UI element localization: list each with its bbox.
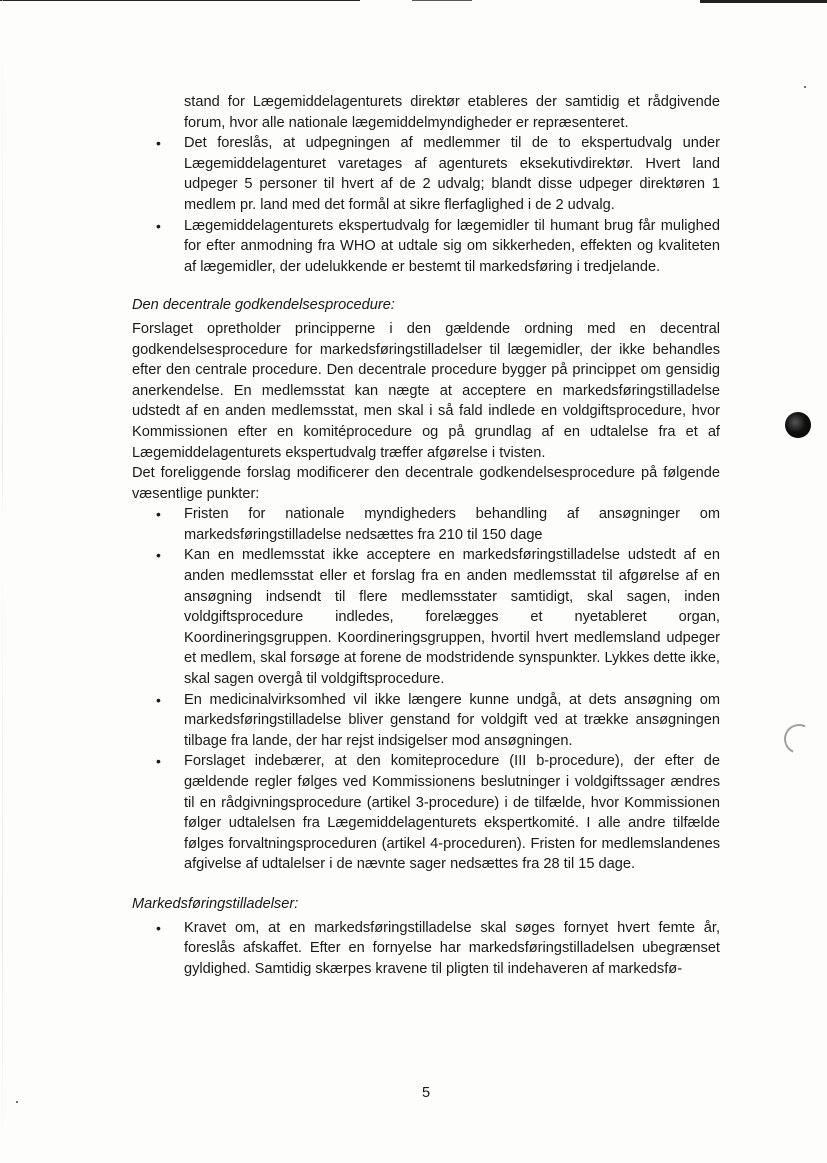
- intro-continuation: stand for Lægemiddelagenturets direktør etableres der samtidig et rådgivende forum, hvor alle nationale lægemiddelmyndigheder er repræsenteret.: [184, 94, 720, 131]
- bullet-glyph: •: [156, 135, 161, 152]
- list-item: [132, 690, 720, 752]
- bullet-glyph: •: [156, 217, 161, 234]
- decentral-paragraph-1: Forslaget opretholder principperne i den gældende ordning med en decentral godkendelsesprocedure for markedsføringstilladelser til lægemidler, der ikke behandles efter den centrale procedure. Den decentrale procedure bygger på princippet om gensidig anerkendelse. En medlemsstat kan nægte at acceptere en markedsføringstilladelse udstedt af en anden medlemsstat, men skal i så fald indlede en voldgiftsprocedure, hvor Kommissionen efter en komitéprocedure og på grundlag af en udtalelse fra et af Lægemiddelagenturets ekspertudvalg træffer afgørelse i tvisten.: [132, 320, 720, 461]
- list-item: [132, 504, 720, 545]
- bullet-glyph: •: [156, 547, 161, 564]
- scan-edge-left: [2, 0, 3, 1163]
- decentral-paragraph-2: Det foreliggende forslag modificerer den decentrale godkendelsesprocedure på følgende væsentlige punkter:: [132, 465, 720, 502]
- section-heading-markedsforing: Markedsføringstilladelser:: [132, 895, 299, 912]
- decentral-bullet-list: [132, 504, 720, 875]
- page-number: 5: [421, 1085, 431, 1101]
- list-item-text: Forslaget indebærer, at den komiteprocedure (III b-procedure), der efter de gældende regler følges ved Kommissionens beslutninger i voldgiftssager ændres til en rådgivningsprocedure (artikel 3-procedure) i de tilfælde, hvor Kommissionen følger udtalelsen fra Lægemiddelagenturets ekspertkomité. I alle andre tilfælde følges forvaltningsproceduren (artikel 4-proceduren). Fristen for medlemslandenes afgivelse af udtalelser i de nævnte sager nedsættes fra 28 til 15 dage.: [184, 753, 720, 873]
- list-item: [132, 216, 720, 278]
- list-item-text: Lægemiddelagenturets ekspertudvalg for lægemidler til humant brug får mulighed for efter anmodning fra WHO at udtale sig om sikkerheden, effekten og kvaliteten af lægemidler, der udelukkende er bestemt til markedsføring i tredjelande.: [184, 217, 720, 275]
- list-item-text: Fristen for nationale myndigheders behandling af ansøgninger om markedsføringstilladelse nedsættes fra 210 til 150 dage: [184, 506, 720, 543]
- list-item-text: Det foreslås, at udpegningen af medlemmer til de to ekspertudvalg under Lægemiddelagenturet varetages af agenturets eksekutivdirektør. Hvert land udpeger 5 personer til hvert af de 2 udvalg; blandt disse udpeger direktøren 1 medlem pr. land med det formål at sikre flerfaglighed i de 2 udvalg.: [184, 135, 720, 213]
- bullet-glyph: •: [156, 753, 161, 770]
- intro-bullet-list: [132, 133, 720, 277]
- section-heading-decentral: Den decentrale godkendelsesprocedure:: [132, 297, 395, 314]
- scan-edge-top: [0, 0, 827, 4]
- list-item-text: Kan en medlemsstat ikke acceptere en markedsføringstilladelse udstedt af en anden medlemsstat eller et forslag fra en anden medlemsstat til afgørelse af en ansøgning indsendt til flere medlemsstater samtidigt, skal sagen, inden voldgiftsprocedure indledes, forelægges et nyetableret organ, Koordineringsgruppen. Koordineringsgruppen, hvortil hvert medlemsland udpeger et medlem, skal forsøge at forene de modstridende synspunkter. Lykkes dette ikke, skal sagen overgå til voldgiftsprocedure.: [184, 547, 720, 688]
- list-item: [132, 751, 720, 875]
- document-body: [132, 92, 720, 979]
- scan-line: [412, 0, 472, 1]
- list-item: [132, 545, 720, 689]
- list-item: [132, 918, 720, 980]
- scan-speck: [804, 86, 806, 88]
- scan-line: [0, 0, 360, 1]
- list-item-text: En medicinalvirksomhed vil ikke længere kunne undgå, at dets ansøgning om markedsføringstilladelse bliver genstand for voldgift ved at trække ansøgningen tilbage fra lande, der har rejst indsigelser mod ansøgningen.: [184, 691, 720, 749]
- scan-line: [700, 0, 827, 3]
- bullet-glyph: •: [156, 506, 161, 523]
- bullet-glyph: •: [156, 919, 161, 936]
- bullet-glyph: •: [156, 691, 161, 708]
- punch-hole-mark: [785, 412, 811, 438]
- markedsforing-bullet-list: [132, 918, 720, 980]
- list-item-text: Kravet om, at en markedsføringstilladelse skal søges fornyet hvert femte år, foreslås afskaffet. Efter en fornyelse har markedsføringstilladelsen ubegrænset gyldighed. Samtidig skærpes kravene til pligten til indehaveren af markedsfø-: [184, 919, 720, 977]
- punch-hole-ring-mark: [780, 720, 818, 758]
- list-item: [132, 133, 720, 215]
